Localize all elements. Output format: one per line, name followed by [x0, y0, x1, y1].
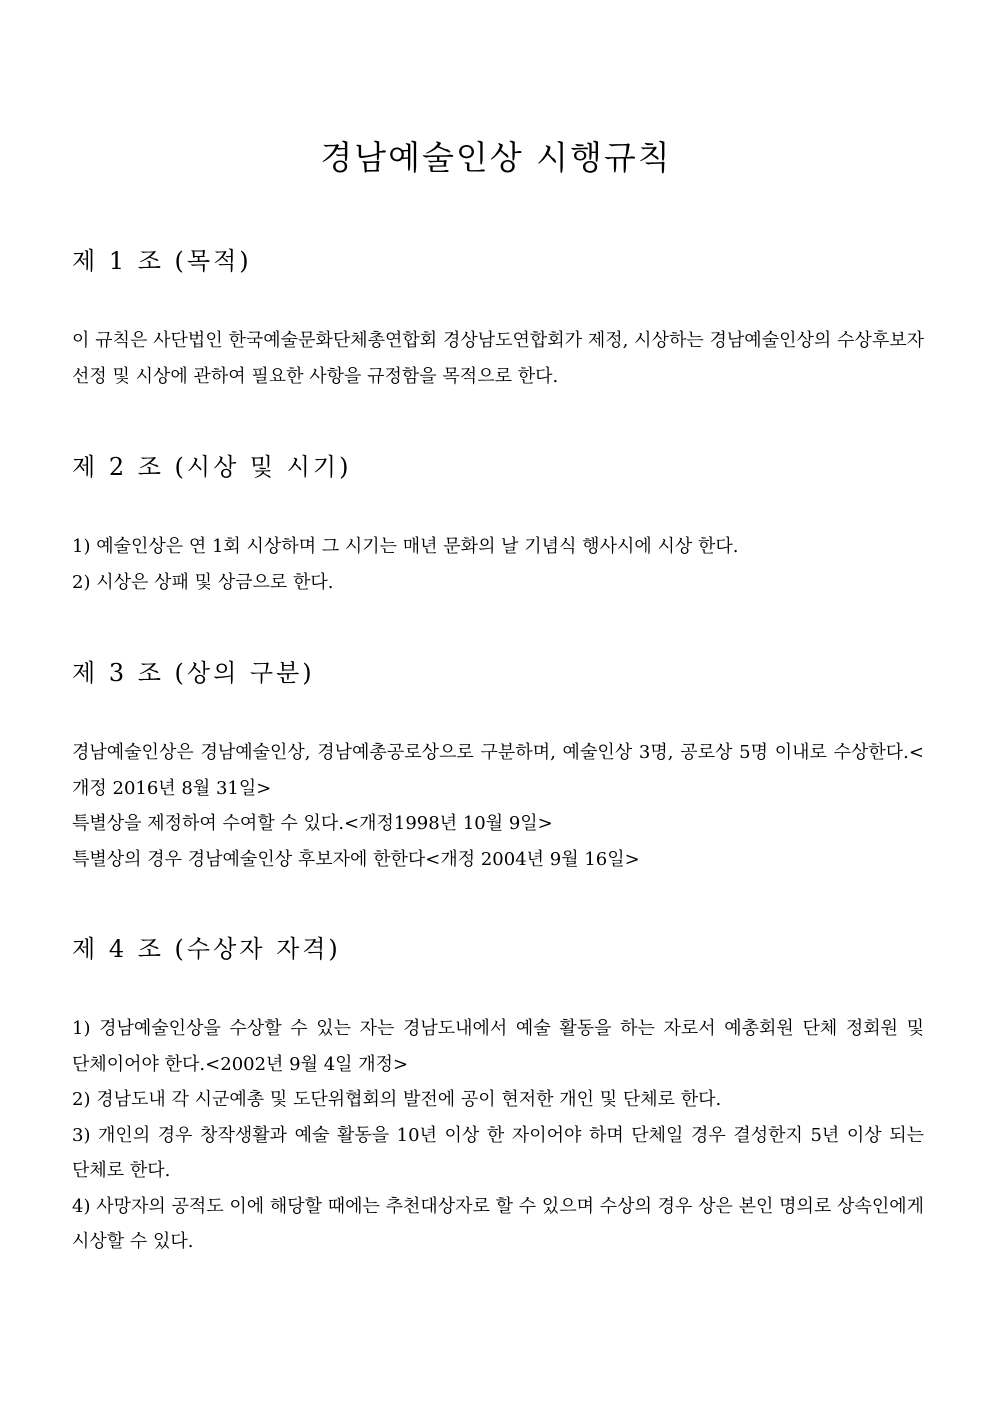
- article-4: [72, 931, 924, 1260]
- article-body: [72, 1011, 924, 1260]
- article-item: 특별상의 경우 경남예술인상 후보자에 한한다<개정 2004년 9월 16일>: [72, 848, 640, 870]
- article-item: 특별상을 제정하여 수여할 수 있다.<개정1998년 10월 9일>: [72, 813, 553, 834]
- article-item: 4) 사망자의 공적도 이에 해당할 때에는 추천대상자로 할 수 있으며 수상의 경우 상은 본인 명의로 상속인에게 시상할 수 있다.: [72, 1195, 924, 1252]
- article-2: [72, 449, 924, 600]
- article-body: [72, 529, 924, 600]
- article-1: [72, 243, 924, 394]
- article-item: 1) 예술인상은 연 1회 시상하며 그 시기는 매년 문화의 날 기념식 행사시에 시상 한다.: [72, 536, 739, 557]
- article-heading: 제 3 조 (상의 구분): [72, 659, 315, 687]
- article-heading: 제 4 조 (수상자 자격): [72, 935, 341, 963]
- article-item: 2) 경남도내 각 시군예총 및 도단위협회의 발전에 공이 현저한 개인 및 단체로 한다.: [72, 1089, 722, 1110]
- article-item: 경남예술인상은 경남예술인상, 경남예총공로상으로 구분하며, 예술인상 3명, 공로상 5명 이내로 수상한다.<개정 2016년 8월 31일>: [72, 742, 924, 799]
- article-item: 1) 경남예술인상을 수상할 수 있는 자는 경남도내에서 예술 활동을 하는 자로서 예총회원 단체 정회원 및 단체이어야 한다.<2002년 9월 4일 개정>: [72, 1018, 924, 1075]
- article-item: 3) 개인의 경우 창작생활과 예술 활동을 10년 이상 한 자이어야 하며 단체일 경우 결성한지 5년 이상 되는 단체로 한다.: [72, 1124, 924, 1181]
- article-heading: 제 2 조 (시상 및 시기): [72, 453, 352, 481]
- article-body: [72, 735, 924, 877]
- document-title: 경남예술인상 시행규칙: [320, 138, 672, 177]
- article-heading: 제 1 조 (목적): [72, 247, 252, 275]
- article-item: 2) 시상은 상패 및 상금으로 한다.: [72, 571, 334, 593]
- article-paragraph: 이 규칙은 사단법인 한국예술문화단체총연합회 경상남도연합회가 제정, 시상하는 경남예술인상의 수상후보자 선정 및 시상에 관하여 필요한 사항을 규정함을 목적으로 한다.: [72, 330, 924, 387]
- article-3: [72, 655, 924, 877]
